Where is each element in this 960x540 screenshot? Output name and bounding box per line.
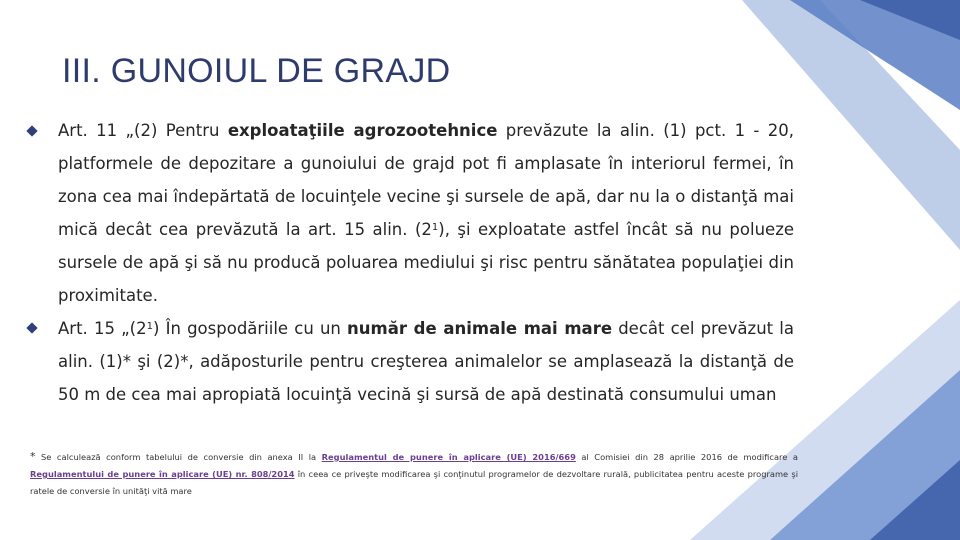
- text-run: Art. 15 „(2: [58, 319, 147, 338]
- text-run: prevăzute la alin. (1) pct. 1 - 20, platformele de depozitare a gunoiului de grajd pot fi amplasate în interiorul fermei, în zona cea mai îndepărtată de locuinţele vecine şi sursele de apă, dar nu la o distanţă mai mică decât cea prevăzută la art. 15 alin. (2: [58, 121, 794, 239]
- bold-text: număr de animale mai mare: [347, 319, 613, 338]
- footnote-star: *: [30, 450, 36, 463]
- bold-text: exploataţiile agrozootehnice: [227, 121, 498, 140]
- text-run: ) În gospodăriile cu un: [152, 319, 348, 338]
- text-run: Art. 11 „(2) Pentru: [58, 121, 228, 140]
- text-run: decât cel prevăzut la alin. (1)* şi (2)*, adăposturile pentru creşterea animalelor se amplasează la distanţă de 50 m de cea mai apropiată locuinţă vecină şi sursă de apă destinată consumului uman: [58, 319, 794, 404]
- footnote-text: în ceea ce priveşte modificarea şi conţinutul programelor de dezvoltare rurală, publicitatea pentru aceste programe şi ratele de conversie în unităţi vită mare: [30, 469, 798, 496]
- slide-title: III. GUNOIUL DE GRAJD: [62, 52, 451, 90]
- regulation-808-2014-link[interactable]: Regulamentului de punere în aplicare (UE) nr. 808/2014: [30, 469, 295, 479]
- bullet-paragraph-art-11: [58, 114, 794, 312]
- superscript: 1: [431, 222, 439, 233]
- footnote-text: Se calculează conform tabelului de conversie din anexa II la: [35, 452, 322, 462]
- regulation-2016-669-link[interactable]: Regulamentul de punere în aplicare (UE) 2016/669: [321, 452, 576, 462]
- text-run: ), şi exploatate astfel încât să nu polueze sursele de apă şi să nu producă poluarea mediului şi risc pentru sănătatea populaţiei din proximitate.: [58, 220, 795, 305]
- footnote: [30, 448, 798, 500]
- footnote-text: al Comisiei din 28 aprilie 2016 de modificare a: [575, 452, 798, 462]
- bullet-paragraph-art-15: [58, 312, 794, 411]
- superscript: 1: [146, 321, 153, 332]
